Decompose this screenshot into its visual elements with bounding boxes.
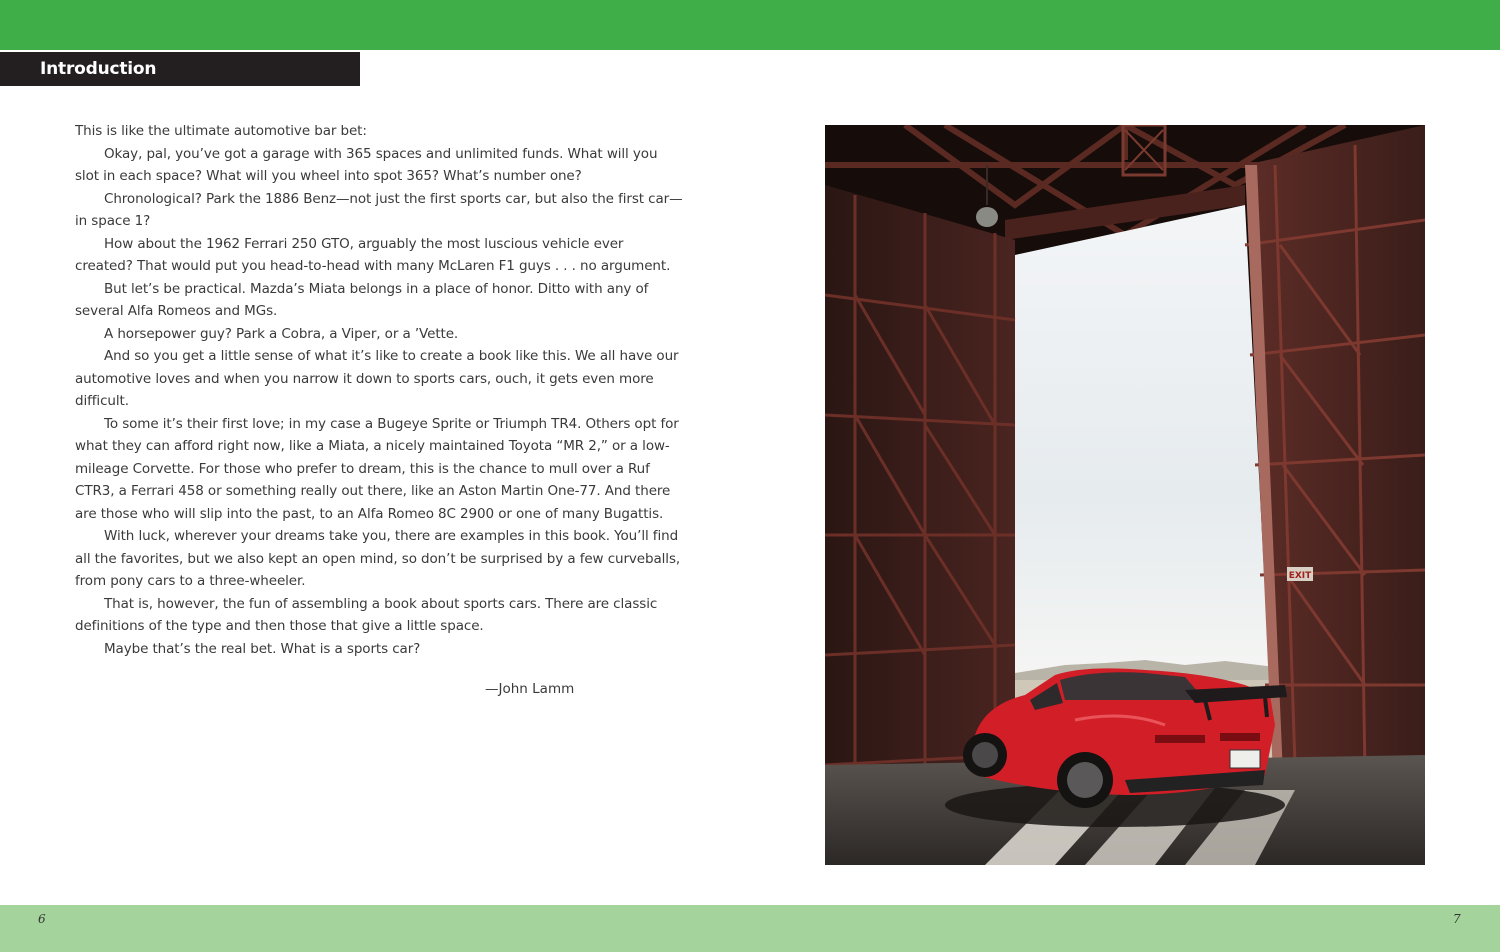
introduction-text	[75, 120, 685, 660]
svg-text:EXIT: EXIT	[1288, 571, 1312, 581]
hangar-car-photo	[825, 125, 1425, 865]
paragraph: This is like the ultimate automotive bar bet:	[75, 123, 367, 139]
paragraph: But let’s be practical. Mazda’s Miata belongs in a place of honor. Ditto with any of several Alfa Romeos and MGs.	[75, 280, 649, 319]
paragraph: Okay, pal, you’ve got a garage with 365 spaces and unlimited funds. What will you slot in each space? What will you wheel into spot 365? What’s number one?	[75, 145, 658, 184]
section-header-tab	[0, 52, 360, 86]
paragraph: A horsepower guy? Park a Cobra, a Viper, or a ’Vette.	[104, 325, 459, 342]
hanging-lamp	[976, 207, 998, 227]
right-page-number: 7	[1453, 912, 1461, 926]
paragraph: Maybe that’s the real bet. What is a sports car?	[104, 640, 421, 657]
paragraph: How about the 1962 Ferrari 250 GTO, arguably the most luscious vehicle ever created? That would put you head-to-head with many McLaren F1 guys . . . no argument.	[75, 235, 671, 274]
paragraph: And so you get a little sense of what it’s like to create a book like this. We all have our automotive loves and when you narrow it down to sports cars, ouch, it gets even more difficult.	[75, 348, 679, 409]
section-title: Introduction	[40, 59, 157, 79]
paragraph: With luck, wherever your dreams take you, there are examples in this book. You’ll find all the favorites, but we also kept an open mind, so don’t be surprised by a few curveballs, from pony cars to a three-wheeler.	[75, 528, 681, 589]
bottom-color-band	[0, 905, 1500, 952]
top-color-band	[0, 0, 1500, 50]
paragraph: To some it’s their first love; in my case a Bugeye Sprite or Triumph TR4. Others opt for what they can afford right now, like a Miata, a nicely maintained Toyota “MR 2,” or a low-mileage Corvette. For those who prefer to dream, this is the chance to mull over a Ruf CTR3, a Ferrari 458 or something really out there, like an Aston Martin One-77. And there are those who will slip into the past, to an Alfa Romeo 8C 2900 or one of many Bugattis.	[75, 415, 679, 522]
paragraph: Chronological? Park the 1886 Benz—not just the first sports car, but also the first car—in space 1?	[75, 190, 683, 229]
paragraph: That is, however, the fun of assembling a book about sports cars. There are classic definitions of the type and then those that give a little space.	[75, 595, 658, 634]
left-page-number: 6	[38, 912, 46, 926]
author-signature: —John Lamm	[485, 681, 575, 697]
